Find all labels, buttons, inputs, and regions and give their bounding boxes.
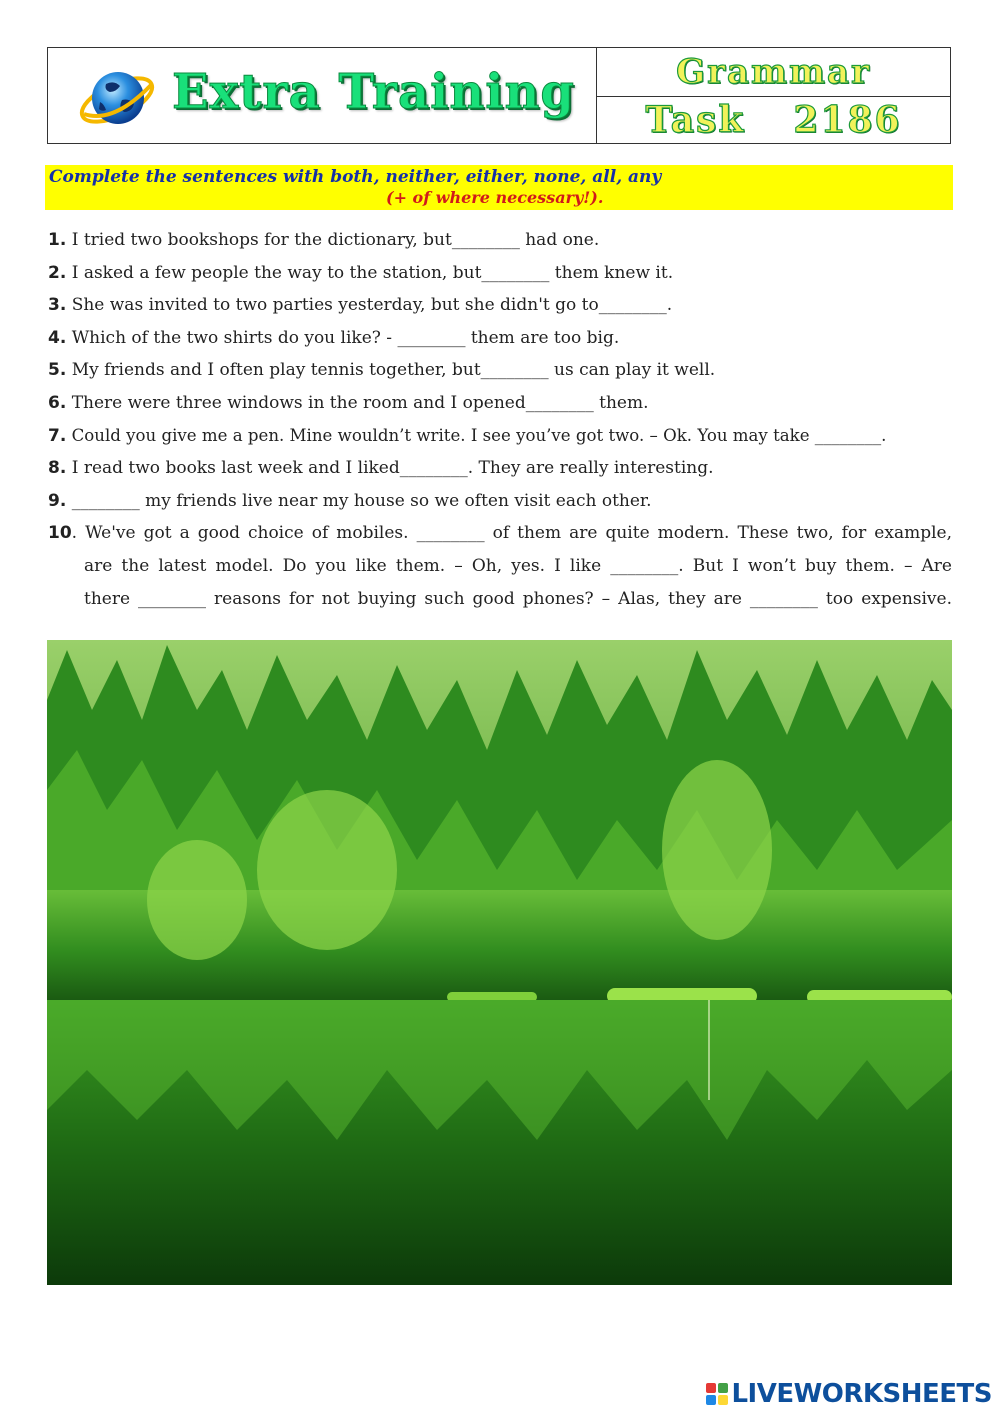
- worksheet-header: [47, 47, 951, 144]
- item-number: 4.: [48, 327, 67, 348]
- task-cell: [597, 97, 950, 143]
- header-info-cell: [597, 48, 950, 143]
- forest-lake-image: [47, 640, 952, 1285]
- list-item: [48, 322, 952, 355]
- item-text: I read two books last week and I liked________. They are really interesting.: [66, 458, 714, 479]
- item-number: 6.: [48, 392, 67, 413]
- item-number: 7.: [48, 425, 67, 446]
- item-line: are the latest model. Do you like them. – Oh, yes. I like ________. But I won’t buy them. – Are: [84, 555, 952, 576]
- liveworksheets-icon: [706, 1383, 728, 1405]
- globe-logo-icon: [76, 62, 158, 134]
- list-item: [48, 224, 952, 257]
- item-number: 8.: [48, 458, 67, 479]
- item-text: ________ my friends live near my house so we often visit each other.: [66, 490, 652, 511]
- list-item: [48, 354, 952, 387]
- list-item: [48, 387, 952, 420]
- instructions-line-1: Complete the sentences with both, neither, either, none, all, any: [49, 167, 662, 187]
- item-text: My friends and I often play tennis together, but________ us can play it well.: [66, 360, 716, 381]
- instructions-line-2: (+ of where necessary!).: [386, 188, 604, 207]
- liveworksheets-text: LIVEWORKSHEETS: [731, 1379, 992, 1409]
- item-number: 3.: [48, 295, 67, 316]
- item-number: 2.: [48, 262, 67, 283]
- list-item: [48, 452, 952, 485]
- list-item: [48, 420, 952, 453]
- task-number: 2186: [793, 99, 902, 141]
- list-item: [48, 517, 952, 615]
- item-text: Could you give me a pen. Mine wouldn’t write. I see you’ve got two. – Ok. You may take ________.: [66, 425, 887, 445]
- list-item: [48, 289, 952, 322]
- item-line: there ________ reasons for not buying such good phones? – Alas, they are ________ too expensive.: [84, 588, 952, 609]
- header-brand-cell: [48, 48, 597, 143]
- exercise-list: [48, 224, 952, 615]
- subject-label: Grammar: [676, 52, 871, 92]
- item-text: Which of the two shirts do you like? - ________ them are too big.: [66, 327, 620, 348]
- item-number: 1.: [48, 230, 67, 250]
- task-label: Task: [645, 99, 746, 141]
- item-text: I asked a few people the way to the station, but________ them knew it.: [66, 262, 674, 283]
- item-text: There were three windows in the room and I opened________ them.: [66, 392, 649, 413]
- item-number: 9.: [48, 490, 67, 511]
- item-text: She was invited to two parties yesterday, but she didn't go to________.: [66, 295, 673, 316]
- brand-title: Extra Training: [172, 64, 575, 120]
- subject-cell: [597, 48, 950, 97]
- instructions-banner: [45, 165, 953, 210]
- list-item: [48, 257, 952, 290]
- list-item: [48, 485, 952, 518]
- item-number: 5.: [48, 360, 67, 381]
- item-number: 10: [48, 523, 72, 544]
- item-text: . We've got a good choice of mobiles. ________ of them are quite modern. These two, for example,: [71, 523, 952, 544]
- item-text: I tried two bookshops for the dictionary, but________ had one.: [66, 230, 600, 250]
- liveworksheets-logo: [706, 1379, 992, 1409]
- forest-lake-photo: [47, 640, 952, 1285]
- item-line: [48, 517, 952, 550]
